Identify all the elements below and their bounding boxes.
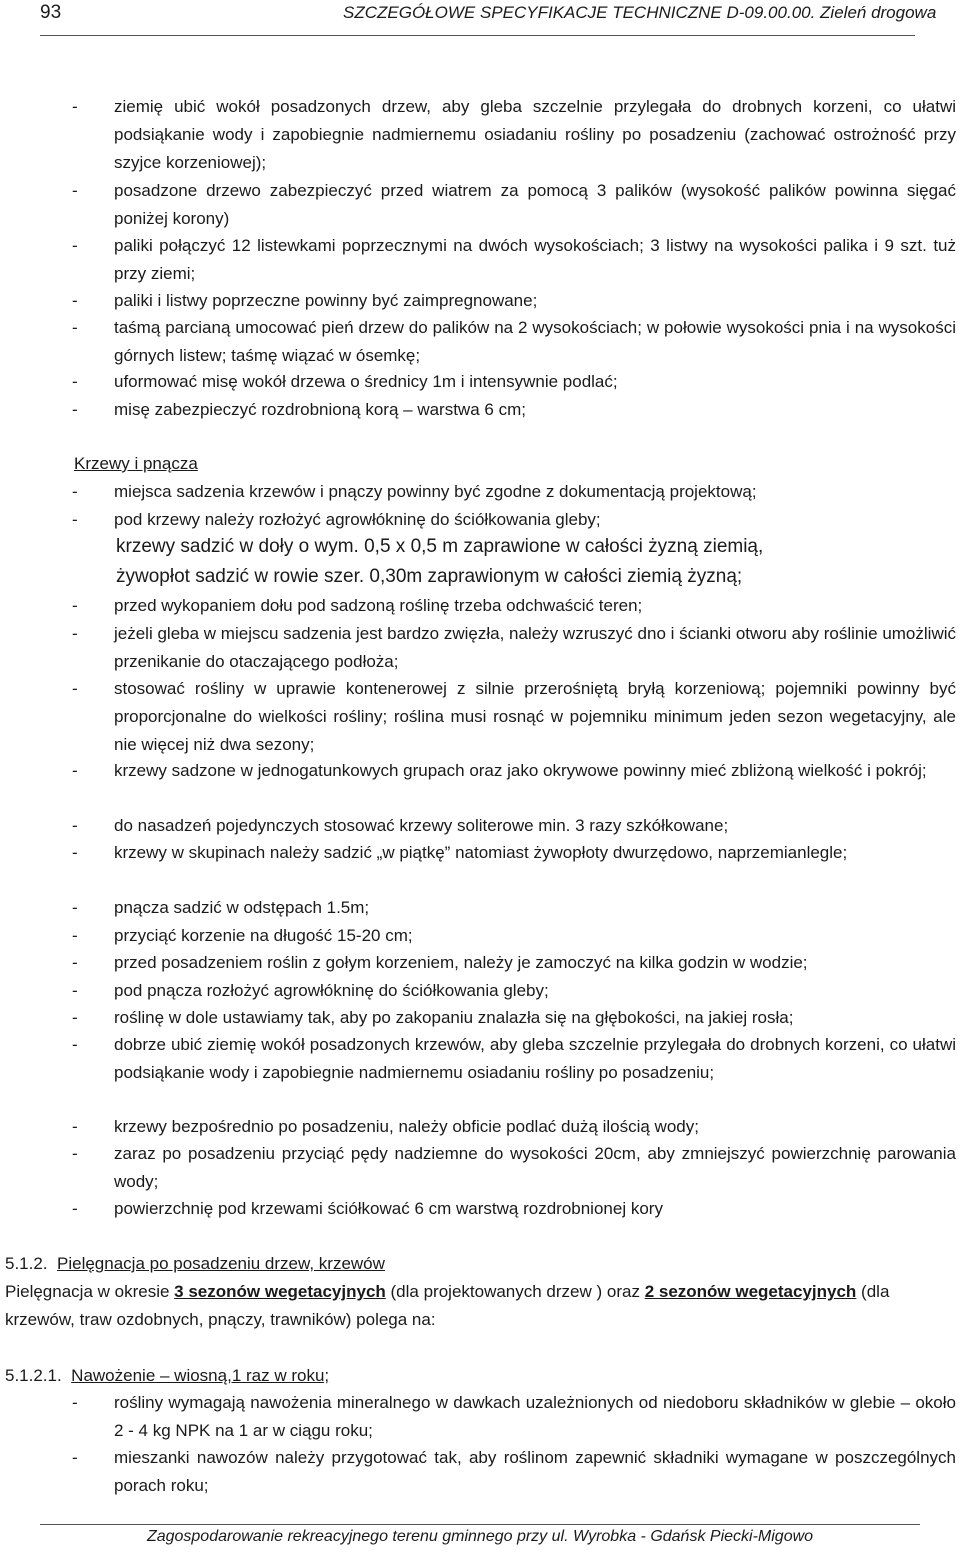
list-item: - pnącza sadzić w odstępach 1.5m;	[72, 898, 370, 917]
list-item: - zaraz po posadzeniu przyciąć pędy nadziemne do wysokości 20cm, aby zmniejszyć powierzchnię parowania wody;	[72, 1144, 956, 1191]
list-item: - ziemię ubić wokół posadzonych drzew, aby gleba szczelnie przylegała do drobnych korzeni, co ułatwi podsiąkanie wody i zapobiegnie nadmiernemu osiadaniu rośliny po posadzeniu (zachować ostrożność przy szyjce korzeniowej);	[72, 97, 956, 172]
page-number: 93	[40, 2, 62, 23]
section-heading-fertilizing	[5, 1362, 329, 1390]
section-number: 5.1.2.1.	[5, 1366, 62, 1385]
list-item: - krzewy w skupinach należy sadzić „w piątkę” natomiast żywopłoty dwurzędowo, naprzemianlegle;	[72, 843, 848, 862]
footer-rule	[40, 1524, 920, 1525]
care-text: Pielęgnacja w okresie	[5, 1282, 175, 1301]
list-item: - dobrze ubić ziemię wokół posadzonych krzewów, aby gleba szczelnie przylegała do drobnych korzeni, co ułatwi podsiąkanie wody i zapobiegnie nadmiernemu osiadaniu rośliny po posadzeniu;	[72, 1035, 956, 1082]
list-item: - roślinę w dole ustawiamy tak, aby po zakopaniu znalazła się na głębokości, na jakiej rosła;	[72, 1008, 794, 1027]
list-item: - paliki i listwy poprzeczne powinny być zaimpregnowane;	[72, 291, 538, 310]
planting-note: żywopłot sadzić w rowie szer. 0,30m zaprawionym w całości ziemią żyzną;	[116, 566, 743, 587]
list-item: - przed wykopaniem dołu pod sadzoną roślinę trzeba odchwaścić teren;	[72, 596, 643, 615]
care-text: (dla krzewów, traw ozdobnych, pnączy, trawników) polega na:	[5, 1282, 890, 1329]
list-item: - do nasadzeń pojedynczych stosować krzewy soliterowe min. 3 razy szkółkowane;	[72, 816, 729, 835]
list-item: - posadzone drzewo zabezpieczyć przed wiatrem za pomocą 3 palików (wysokość palików powinna sięgać poniżej korony)	[72, 181, 956, 228]
list-item: - mieszanki nawozów należy przygotować tak, aby roślinom zapewnić składniki wymagane w poszczególnych porach roku;	[72, 1448, 956, 1495]
section-title: Nawożenie – wiosną,1 raz w roku;	[71, 1366, 330, 1385]
header-title: SZCZEGÓŁOWE SPECYFIKACJE TECHNICZNE D-09.00.00. Zieleń drogowa	[343, 3, 937, 22]
header-rule	[40, 35, 915, 36]
list-item: - rośliny wymagają nawożenia mineralnego w dawkach uzależnionych od niedoboru składników w glebie – około 2 - 4 kg NPK na 1 ar w ciągu roku;	[72, 1393, 956, 1440]
list-item: - stosować rośliny w uprawie kontenerowej z silnie przerośniętą bryłą korzeniową; pojemniki powinny być proporcjonalne do wielkości rośliny; roślina musi rosnąć w pojemniku minimum jeden sezon wegetacyjny, ale nie więcej niż dwa sezony;	[72, 679, 956, 754]
section-heading-care	[5, 1250, 385, 1278]
list-item: - pod krzewy należy rozłożyć agrowłókninę do ściółkowania gleby;	[72, 510, 601, 529]
section-heading-shrubs: Krzewy i pnącza	[74, 454, 198, 473]
care-emphasis: 2 sezonów wegetacyjnych	[644, 1282, 857, 1301]
footer-text: Zagospodarowanie rekreacyjnego terenu gminnego przy ul. Wyrobka - Gdańsk Piecki-Migowo	[146, 1528, 814, 1545]
list-item: - taśmą parcianą umocować pień drzew do palików na 2 wysokościach; w połowie wysokości pnia i na wysokości górnych listew; taśmę wiązać w ósemkę;	[72, 318, 956, 365]
section-title: Pielęgnacja po posadzeniu drzew, krzewów	[57, 1254, 385, 1273]
list-item: - krzewy sadzone w jednogatunkowych grupach oraz jako okrywowe powinny mieć zbliżoną wielkość i pokrój;	[72, 761, 927, 780]
care-text: (dla projektowanych drzew ) oraz	[385, 1282, 645, 1301]
list-item: - powierzchnię pod krzewami ściółkować 6 cm warstwą rozdrobnionej kory	[72, 1199, 663, 1218]
list-item: - krzewy bezpośrednio po posadzeniu, należy obficie podlać dużą ilością wody;	[72, 1117, 699, 1136]
list-item: - misę zabezpieczyć rozdrobnioną korą – warstwa 6 cm;	[72, 400, 526, 419]
list-item: - paliki połączyć 12 listewkami poprzecznymi na dwóch wysokościach; 3 listwy na wysokości palika i 9 szt. tuż przy ziemi;	[72, 236, 956, 283]
care-paragraph	[5, 1278, 955, 1334]
care-emphasis: 3 sezonów wegetacyjnych	[174, 1282, 386, 1301]
list-item: - przed posadzeniem roślin z gołym korzeniem, należy je zamoczyć na kilka godzin w wodzie;	[72, 953, 808, 972]
list-item: - miejsca sadzenia krzewów i pnączy powinny być zgodne z dokumentacją projektową;	[72, 482, 757, 501]
list-item: - przyciąć korzenie na długość 15-20 cm;	[72, 926, 413, 945]
list-item: - uformować misę wokół drzewa o średnicy 1m i intensywnie podlać;	[72, 372, 618, 391]
list-item: - jeżeli gleba w miejscu sadzenia jest bardzo zwięzła, należy wzruszyć dno i ścianki otworu aby roślinie umożliwić przenikanie do otaczającego podłoża;	[72, 624, 956, 671]
list-item: - pod pnącza rozłożyć agrowłókninę do ściółkowania gleby;	[72, 981, 549, 1000]
planting-note: krzewy sadzić w doły o wym. 0,5 x 0,5 m zaprawione w całości żyzną ziemią,	[116, 536, 764, 557]
section-number: 5.1.2.	[5, 1254, 48, 1273]
